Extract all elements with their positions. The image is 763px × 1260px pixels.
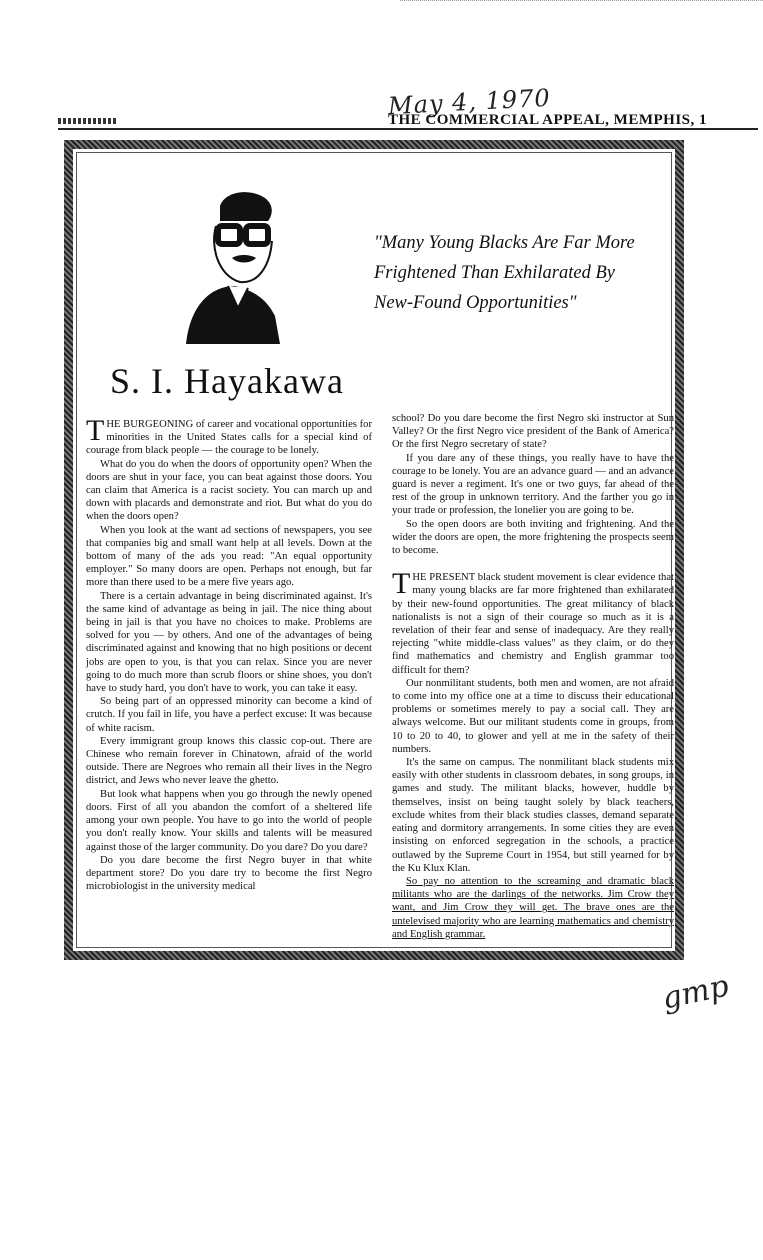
glasses-right-lens bbox=[246, 226, 268, 244]
top-dotted-edge bbox=[400, 0, 763, 1]
paragraph: So being part of an oppressed minority can become a kind of crutch. If you fail in life, you have a perfect excuse: It was because of white racism. bbox=[86, 696, 372, 734]
handwritten-date: May 4, 1970 bbox=[387, 83, 552, 121]
paragraph: Every immigrant group knows this classic cop-out. There are Chinese who remain forever in Chinatown, afraid of the world outside. There are Negroes who remain all their lives in the Negro district, and Jews who never leave the ghetto. bbox=[86, 735, 372, 787]
byline: S. I. Hayakawa bbox=[110, 361, 344, 401]
glasses-left-lens bbox=[218, 226, 240, 244]
paragraph: If you dare any of these things, you really have to have the courage to be lonely. You are an advance guard — and an advance guard is never a regiment. It's one or two guys, far ahead of the rest of the group in unknown territory. And the farther you go in your trade or profession, the lonelier you are going to be. bbox=[392, 452, 674, 517]
newspaper-masthead: THE COMMERCIAL APPEAL, MEMPHIS, 1 bbox=[388, 112, 708, 128]
paragraph: But look what happens when you go through the newly opened doors. First of all you abandon the comfort of a sheltered life among your own people. You have to go into the world of people you don't really know. Your skills and talents will be measured against those of the larger community. Do you dare? Do you dare? bbox=[86, 788, 372, 853]
underlined-paragraph: So pay no attention to the screaming and dramatic black militants who are the darlings of the networks. Jim Crow they want, and Jim Crow they will get. The brave ones are the untelevised majority who are learning mathematics and chemistry and English grammar. bbox=[392, 875, 674, 940]
pull-quote: "Many Young Blacks Are Far More Frightened Than Exhilarated By New-Found Opportunities" bbox=[374, 233, 635, 313]
hair-shape bbox=[220, 192, 272, 221]
paragraph: Our nonmilitant students, both men and women, are not afraid to come into my office one at a time to discuss their educational problems or sometimes merely to pay a social call. They are always welcome. But our militant students come in groups, from 10 to 20 to 40, to glower and yell at me in the safety of their numbers. bbox=[392, 677, 674, 755]
masthead-rule bbox=[58, 128, 758, 130]
right-text-column bbox=[392, 412, 674, 941]
paragraph: THE BURGEONING of career and vocational opportunities for minorities in the United States calls for a special kind of courage from black people — the courage to be lonely. bbox=[86, 414, 372, 457]
author-caricature bbox=[180, 186, 290, 346]
paragraph: So the open doors are both inviting and frightening. And the wider the doors are open, the more frightening the prospects seem to become. bbox=[392, 518, 674, 557]
scan-mark bbox=[58, 118, 116, 124]
paragraph: What do you do when the doors of opportunity open? When the doors are shut in your face, you can beat against those doors. You can claim that America is a racist society. You can march up and down with placards and demonstrate and riot. But what do you do when the doors open? bbox=[86, 458, 372, 523]
paragraph: THE PRESENT black student movement is clear evidence that many young blacks are far more frightened than exhilarated by their new-found opportunities. The great militancy of black nationalists is not a sign of their courage so much as it is a revelation of their fear and sense of inadequacy. Are they really rejecting "white middle-class values" as they claim, or do they find mathematics and chemistry and English grammar too difficult for them? bbox=[392, 567, 674, 676]
paragraph: It's the same on campus. The nonmilitant black students mix easily with other students in classroom debates, in song groups, in games and study. The militant blacks, however, huddle by themselves, insist on being taught solely by black teachers, exclude whites from their black studies classes, demand separate eating and dormitory arrangements. In some cities they are even insisting on enforced segregation in the schools, a practice outlawed by the Supreme Court in 1954, but still yearned for by the Ku Klux Klan. bbox=[392, 757, 674, 874]
handwritten-initials: gmp bbox=[659, 968, 732, 1017]
paragraph: There is a certain advantage in being discriminated against. It's the same kind of advantage as being in jail. The nice thing about being in jail is that you have no choices to make. Problems are solved for you — by others. And one of the advantages of being discriminated against and knowing that no high positions or decent jobs are open to you, is that you can relax. Since you are never going to do much more than scrub floors or shine shoes, you don't have to study hard, you don't have to work, you can take it easy. bbox=[86, 590, 372, 695]
paragraph: Do you dare become the first Negro buyer in that white department store? Do you dare try to become the first Negro microbiologist in the university medical bbox=[86, 854, 372, 893]
paragraph: When you look at the want ad sections of newspapers, you see that companies big and small want help at all levels. Down at the bottom of many of the ads you read: "An equal opportunity employer." So many doors are open. Perhaps not enough, but far more than there used to be a mere five years ago. bbox=[86, 524, 372, 589]
left-text-column bbox=[86, 414, 372, 893]
paragraph: school? Do you dare become the first Negro ski instructor at Sun Valley? Or the first Negro vice president of the Bank of America? Or the first Negro secretary of state? bbox=[392, 413, 674, 451]
mustache-shape bbox=[232, 255, 256, 263]
